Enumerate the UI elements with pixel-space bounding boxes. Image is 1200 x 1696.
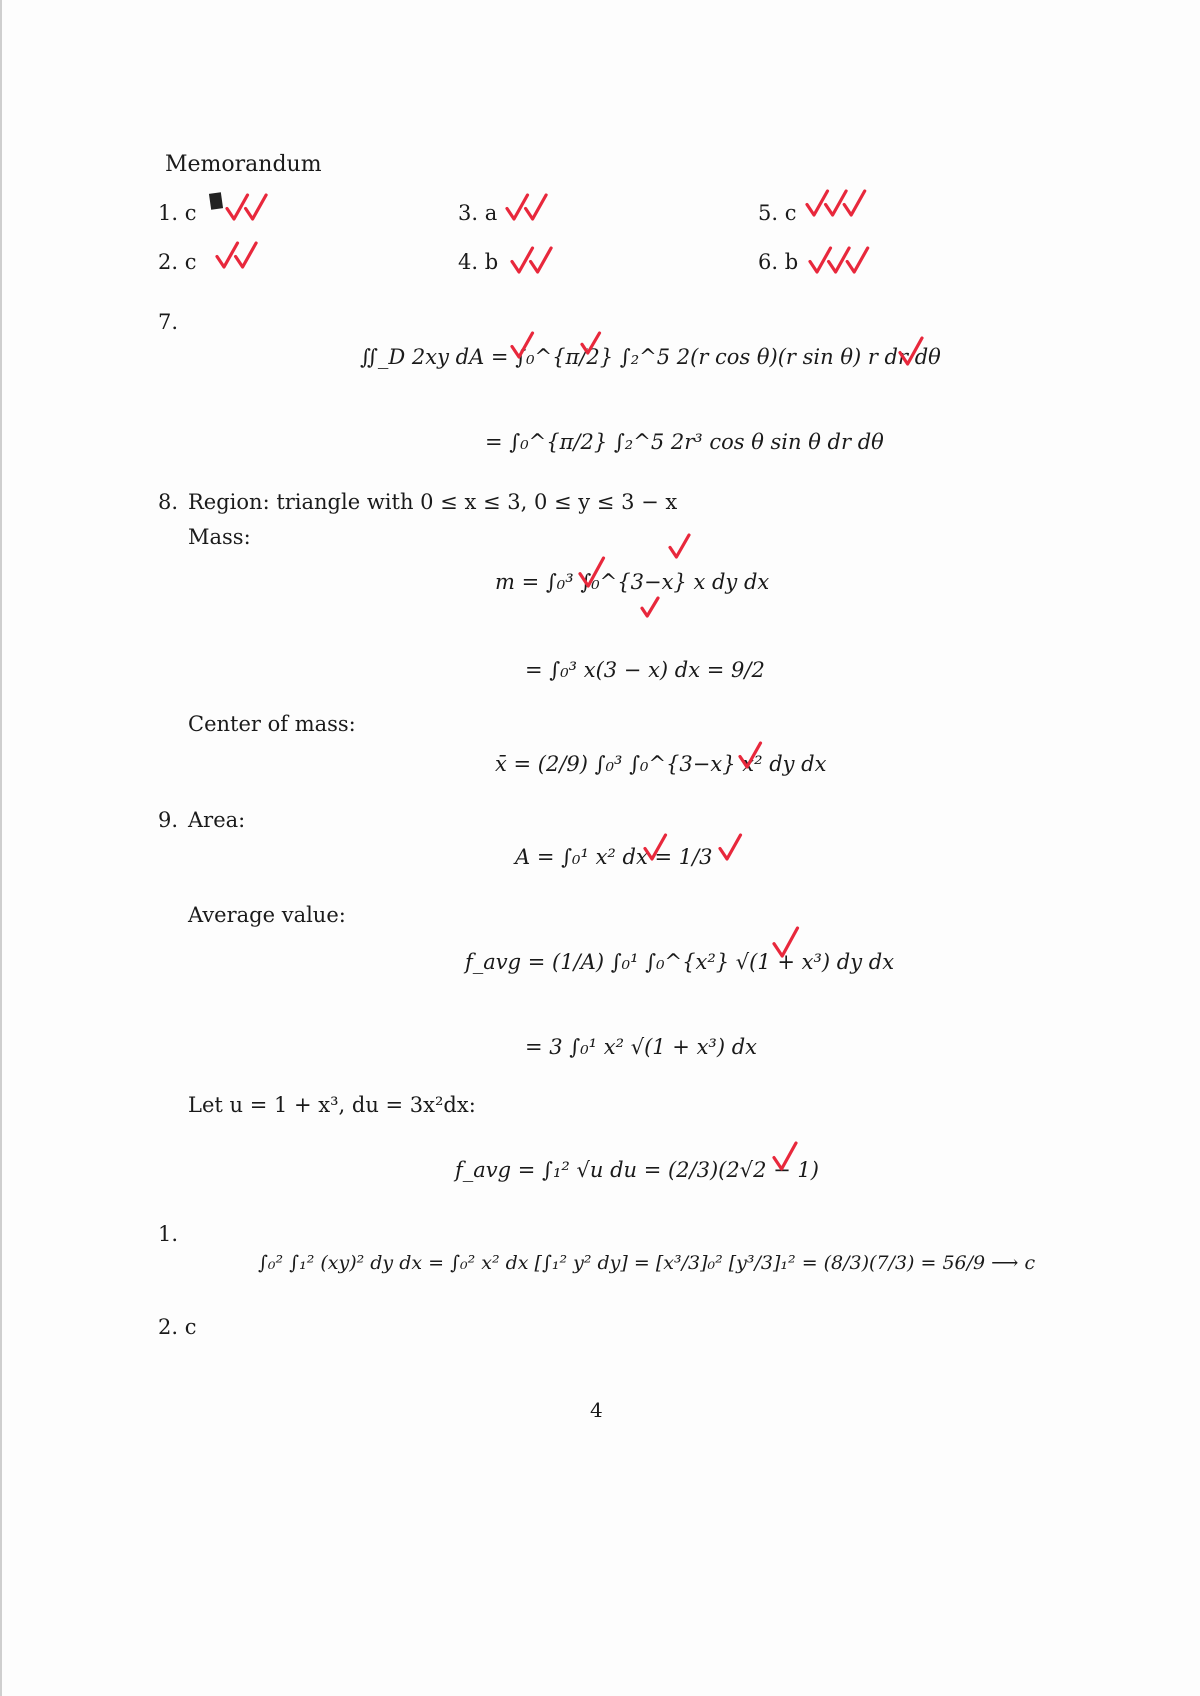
red-check-mark-icon — [738, 740, 767, 770]
q8-region: Region: triangle with 0 ≤ x ≤ 3, 0 ≤ y ≤ 3 − x — [188, 490, 678, 514]
answer-letter: c — [184, 1315, 197, 1339]
answer-letter: c — [784, 201, 797, 225]
red-check-mark-icon — [505, 192, 556, 222]
red-check-mark-icon — [510, 245, 561, 275]
answer-6 — [758, 250, 798, 274]
answer-number: 2. — [158, 1315, 179, 1339]
red-check-mark-icon — [215, 240, 266, 270]
extra-question-1-number: 1. — [158, 1222, 179, 1246]
red-check-mark-icon — [718, 832, 747, 862]
question-9-number: 9. — [158, 808, 179, 832]
answer-3 — [458, 201, 497, 225]
answer-4 — [458, 250, 498, 274]
question-8-number: 8. — [158, 490, 179, 514]
red-check-mark-icon — [668, 532, 695, 560]
page-number: 4 — [590, 1398, 603, 1422]
red-check-mark-icon — [643, 832, 672, 862]
q8-center-of-mass-label: Center of mass: — [188, 712, 356, 736]
red-check-mark-icon — [580, 330, 606, 356]
red-check-mark-icon — [640, 595, 664, 619]
red-check-mark-icon — [510, 330, 539, 360]
q9-average-value-label: Average value: — [188, 903, 346, 927]
answer-letter: c — [184, 201, 197, 225]
answer-1 — [158, 201, 197, 225]
scan-edge — [0, 0, 2, 1696]
q8-mass-equation-2: = ∫₀³ x(3 − x) dx = 9/2 — [525, 658, 765, 682]
answer-letter: b — [484, 250, 499, 274]
q9-area-equation: A = ∫₀¹ x² dx = 1/3 — [515, 845, 713, 869]
q9-average-equation: f_avg = (1/A) ∫₀¹ ∫₀^{x²} √(1 + x³) dy dx — [465, 950, 895, 974]
q9-final-equation: f_avg = ∫₁² √u du = (2/3)(2√2 − 1) — [455, 1158, 819, 1182]
answer-5 — [758, 201, 797, 225]
answer-number: 4. — [458, 250, 479, 274]
document-title: Memorandum — [165, 152, 322, 177]
q9-average-equation-2: = 3 ∫₀¹ x² √(1 + x³) dx — [525, 1035, 757, 1059]
extra-question-1-equation: ∫₀² ∫₁² (xy)² dy dx = ∫₀² x² dx [∫₁² y² dy] = [x³/3]₀² [y³/3]₁² = (8/3)(7/3) = 56/9 ⟶ c — [258, 1252, 1036, 1274]
question-7-number: 7. — [158, 310, 179, 334]
red-check-mark-icon — [772, 1140, 802, 1172]
q7-equation-line1: ∬_D 2xy dA = ∫₀^{π/2} ∫₂^5 2(r cos θ)(r sin θ) r dr dθ — [360, 345, 941, 369]
answer-letter: b — [784, 250, 799, 274]
q9-substitution-label: Let u = 1 + x³, du = 3x²dx: — [188, 1093, 476, 1117]
red-check-mark-icon — [225, 192, 276, 222]
q9-area-label: Area: — [188, 808, 246, 832]
q8-center-of-mass-equation: x̄ = (2/9) ∫₀³ ∫₀^{3−x} x² dy dx — [495, 752, 827, 776]
extra-question-2 — [158, 1315, 197, 1339]
red-check-mark-icon — [805, 188, 879, 218]
q8-mass-label: Mass: — [188, 525, 251, 549]
answer-number: 1. — [158, 201, 179, 225]
answer-number: 3. — [458, 201, 479, 225]
answer-2 — [158, 250, 197, 274]
q7-equation-line2: = ∫₀^{π/2} ∫₂^5 2r³ cos θ sin θ dr dθ — [485, 430, 884, 454]
answer-number: 2. — [158, 250, 179, 274]
red-check-mark-icon — [898, 335, 928, 367]
red-check-mark-icon — [578, 555, 610, 589]
q8-mass-equation: m = ∫₀³ ∫₀^{3−x} x dy dx — [495, 570, 770, 594]
scribble-mark — [209, 192, 223, 210]
answer-number: 5. — [758, 201, 779, 225]
answer-letter: c — [184, 250, 197, 274]
answer-letter: a — [484, 201, 498, 225]
red-check-mark-icon — [808, 245, 882, 275]
red-check-mark-icon — [772, 925, 804, 959]
answer-number: 6. — [758, 250, 779, 274]
